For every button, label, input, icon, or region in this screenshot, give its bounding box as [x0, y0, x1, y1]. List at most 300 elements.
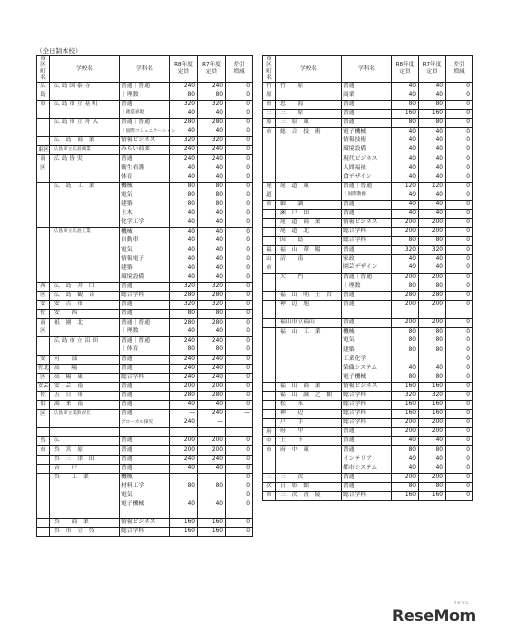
row-dept: 都市システム: [342, 464, 392, 473]
row-r7-capacity: 240: [198, 337, 226, 346]
row-r8-capacity: 80: [170, 482, 198, 491]
row-school: 三 次 青 陵: [276, 491, 342, 500]
row-r7-capacity: 200: [419, 300, 446, 309]
table-row: [37, 382, 253, 391]
row-diff: 0: [226, 146, 253, 155]
row-dept: 建築: [120, 200, 170, 209]
row-dept: 自動車: [120, 237, 170, 246]
row-r8-capacity: 80: [392, 237, 419, 246]
row-school: 広 島 市 立 舟 入: [50, 119, 120, 128]
row-area: [263, 419, 276, 428]
row-school: 広 島 市 立 基 町: [50, 100, 120, 109]
row-r7-capacity: 280: [419, 291, 446, 300]
row-dept: 普通｜普通: [120, 82, 170, 91]
row-school: 因 島: [276, 237, 342, 246]
row-r8-capacity: 320: [392, 391, 419, 400]
row-school: 呉 工 業: [50, 473, 120, 482]
row-dept: 総合学科: [342, 237, 392, 246]
row-dept: [120, 428, 170, 437]
row-dept: 普通: [120, 310, 170, 319]
row-dept: 普通｜普通: [342, 182, 392, 191]
row-diff: 0: [446, 219, 473, 228]
row-diff: 0: [446, 191, 473, 200]
table-row: [263, 473, 473, 482]
row-r7-capacity: [198, 510, 226, 519]
table-row: [263, 264, 473, 273]
row-area: [37, 200, 50, 209]
row-school: 福 山 誠 之 館: [276, 391, 342, 400]
row-r8-capacity: 80: [392, 282, 419, 291]
row-r7-capacity: 40: [419, 364, 446, 373]
row-r8-capacity: 280: [170, 391, 198, 400]
row-dept: ｜国際教養: [342, 191, 392, 200]
row-r8-capacity: 240: [170, 355, 198, 364]
row-area: 市: [263, 200, 276, 209]
row-diff: 0: [226, 255, 253, 264]
row-diff: 0: [226, 455, 253, 464]
table-row: [37, 391, 253, 400]
row-school: 広 島 国 泰 寺: [50, 82, 120, 91]
table-row: [263, 291, 473, 300]
row-r7-capacity: 320: [419, 246, 446, 255]
row-school: 三 原 東: [276, 119, 342, 128]
row-area: [37, 346, 50, 355]
table-row: [263, 419, 473, 428]
row-diff: 0: [446, 82, 473, 91]
row-r8-capacity: 200: [170, 446, 198, 455]
row-school: [50, 482, 120, 491]
row-area: [37, 246, 50, 255]
row-school: 広 島 井 口: [50, 282, 120, 291]
table-header-row: [263, 56, 473, 83]
table-row: [37, 264, 253, 273]
header-school: 学校名: [50, 56, 120, 83]
row-area: [263, 373, 276, 382]
row-r7-capacity: 160: [419, 400, 446, 409]
row-area: [37, 273, 50, 282]
row-dept: 環境設備: [342, 146, 392, 155]
row-diff: 0: [446, 391, 473, 400]
row-r7-capacity: 80: [419, 446, 446, 455]
table-row: [37, 246, 253, 255]
row-area: [263, 155, 276, 164]
row-diff: 0: [446, 382, 473, 391]
row-dept: 普通: [342, 82, 392, 91]
row-r7-capacity: 40: [198, 328, 226, 337]
row-school: 広島市立広島商業: [50, 146, 120, 155]
row-area: 区: [37, 373, 50, 382]
row-area: 市: [263, 264, 276, 273]
row-school: [50, 510, 120, 519]
row-r8-capacity: 200: [392, 273, 419, 282]
row-dept: 普通｜普通: [120, 119, 170, 128]
table-row: [37, 273, 253, 282]
row-area: 南: [37, 319, 50, 328]
row-dept: 普通: [120, 364, 170, 373]
row-area: 次: [263, 482, 276, 491]
table-row: [37, 119, 253, 128]
table-row: [263, 337, 473, 346]
row-diff: 0: [226, 219, 253, 228]
row-r7-capacity: 80: [198, 182, 226, 191]
row-dept: ｜理数: [120, 328, 170, 337]
row-diff: 0: [446, 282, 473, 291]
row-area: [37, 191, 50, 200]
row-r7-capacity: 80: [419, 328, 446, 337]
row-area: 南: [37, 155, 50, 164]
row-area: [37, 482, 50, 491]
row-r7-capacity: 240: [198, 373, 226, 382]
row-school: [50, 501, 120, 510]
row-dept: 総合学科: [120, 291, 170, 300]
row-dept: 総合学科: [342, 228, 392, 237]
row-r8-capacity: 40: [392, 200, 419, 209]
row-dept: グローカル探究: [120, 419, 170, 428]
row-area: [37, 473, 50, 482]
row-dept: 普通: [342, 300, 392, 309]
header-r7: R7年度 定員: [419, 56, 446, 83]
row-r7-capacity: [198, 428, 226, 437]
row-r7-capacity: 80: [419, 119, 446, 128]
table-row: [37, 410, 253, 419]
row-dept: 普通: [342, 200, 392, 209]
row-r8-capacity: 40: [392, 455, 419, 464]
table-row: [37, 428, 253, 437]
row-area: 区: [37, 291, 50, 300]
row-school: [276, 282, 342, 291]
row-dept: 普通: [120, 100, 170, 109]
row-school: 戸 手: [276, 419, 342, 428]
row-dept: 総合学科: [342, 391, 392, 400]
row-school: 高 陽: [50, 364, 120, 373]
row-r7-capacity: 80: [419, 346, 446, 355]
row-school: 広 島 市 立 沼 田: [50, 337, 120, 346]
row-diff: 0: [446, 328, 473, 337]
row-area: [37, 219, 50, 228]
row-dept: 普通: [342, 100, 392, 109]
row-r8-capacity: 40: [392, 146, 419, 155]
table-row: [37, 528, 253, 537]
row-school: [50, 419, 120, 428]
row-area: [263, 382, 276, 391]
row-r7-capacity: 80: [198, 482, 226, 491]
row-r8-capacity: 40: [392, 210, 419, 219]
row-dept: 普通: [120, 282, 170, 291]
table-caption: （全日制本校）: [36, 47, 82, 55]
row-diff: 0: [226, 501, 253, 510]
row-dept: 総合学科: [342, 410, 392, 419]
row-area: [263, 146, 276, 155]
row-dept: 電気: [120, 246, 170, 255]
row-r7-capacity: 40: [198, 164, 226, 173]
row-r8-capacity: 200: [392, 419, 419, 428]
row-area: [263, 400, 276, 409]
table-row: [37, 455, 253, 464]
row-r7-capacity: 160: [419, 410, 446, 419]
row-dept: 普通: [120, 446, 170, 455]
header-r8: R8年度 定員: [170, 56, 198, 83]
row-area: 市: [263, 100, 276, 109]
row-area: 佐北: [37, 364, 50, 373]
row-area: 市: [263, 446, 276, 455]
row-r8-capacity: 320: [170, 300, 198, 309]
row-area: [263, 137, 276, 146]
row-diff: 0: [446, 100, 473, 109]
row-area: 伯: [37, 400, 50, 409]
table-row: [263, 82, 473, 91]
row-diff: 0: [446, 337, 473, 346]
row-r8-capacity: 80: [392, 119, 419, 128]
row-school: 高 陽 東: [50, 373, 120, 382]
row-dept: 衛生看護: [120, 164, 170, 173]
row-r8-capacity: 40: [392, 255, 419, 264]
row-r8-capacity: 280: [170, 319, 198, 328]
row-r8-capacity: 80: [170, 91, 198, 100]
table-row: [37, 164, 253, 173]
row-dept: 普通: [342, 319, 392, 328]
row-diff: 0: [446, 155, 473, 164]
row-dept: 食デザイン: [342, 173, 392, 182]
row-school: [50, 246, 120, 255]
row-r8-capacity: 160: [392, 491, 419, 500]
row-r8-capacity: 40: [170, 164, 198, 173]
row-dept: 染織システム: [342, 364, 392, 373]
table-row: [37, 482, 253, 491]
row-r7-capacity: 40: [198, 273, 226, 282]
row-school: 広島市立美鈴が丘: [50, 410, 120, 419]
row-r7-capacity: 280: [198, 291, 226, 300]
header-school: 学校名: [276, 56, 342, 83]
row-r8-capacity: 200: [392, 228, 419, 237]
row-area: 中: [263, 437, 276, 446]
row-school: [276, 355, 342, 364]
row-r8-capacity: 40: [392, 128, 419, 137]
row-diff: [226, 428, 253, 437]
row-school: [50, 128, 120, 137]
row-dept: 現代ビジネス: [342, 155, 392, 164]
row-area: [37, 128, 50, 137]
row-r8-capacity: 40: [392, 155, 419, 164]
row-r7-capacity: —: [198, 419, 226, 428]
row-diff: 0: [226, 355, 253, 364]
table-row: [37, 91, 253, 100]
row-dept: 機械: [120, 182, 170, 191]
row-r8-capacity: 40: [392, 82, 419, 91]
row-r7-capacity: 40: [419, 210, 446, 219]
row-diff: 0: [446, 455, 473, 464]
table-row: [263, 191, 473, 200]
row-school: 大 門: [276, 273, 342, 282]
row-school: 広 島 商 業: [50, 137, 120, 146]
row-r7-capacity: [198, 491, 226, 500]
table-row: [263, 482, 473, 491]
row-r8-capacity: 240: [170, 337, 198, 346]
row-school: [50, 219, 120, 228]
row-dept: 総合学科: [342, 419, 392, 428]
table-row: [263, 91, 473, 100]
row-r7-capacity: 40: [198, 237, 226, 246]
row-school: 福 山 明 王 台: [276, 291, 342, 300]
row-r8-capacity: 80: [392, 346, 419, 355]
row-r8-capacity: 40: [392, 191, 419, 200]
row-diff: 0: [226, 373, 253, 382]
row-dept: 普通: [342, 109, 392, 118]
row-diff: 0: [226, 346, 253, 355]
table-row: [37, 437, 253, 446]
row-diff: 0: [446, 264, 473, 273]
row-diff: [446, 310, 473, 319]
row-r7-capacity: 80: [198, 191, 226, 200]
row-r8-capacity: 240: [170, 82, 198, 91]
row-school: [50, 328, 120, 337]
row-area: [37, 428, 50, 437]
row-diff: 0: [446, 446, 473, 455]
row-dept: 電気: [342, 337, 392, 346]
row-r7-capacity: 40: [419, 155, 446, 164]
row-diff: 0: [226, 519, 253, 528]
row-school: 五 日 市: [50, 391, 120, 400]
row-area: [37, 464, 50, 473]
row-diff: 0: [446, 373, 473, 382]
row-r8-capacity: 40: [170, 264, 198, 273]
row-r7-capacity: 80: [198, 91, 226, 100]
row-dept: 普通: [342, 437, 392, 446]
row-area: [263, 346, 276, 355]
row-r7-capacity: 320: [419, 391, 446, 400]
row-diff: 0: [226, 319, 253, 328]
row-school: 福山市立福山: [276, 319, 342, 328]
row-diff: 0: [446, 364, 473, 373]
row-dept: 環境設備: [120, 273, 170, 282]
row-diff: 0: [226, 364, 253, 373]
row-r8-capacity: 40: [170, 328, 198, 337]
row-r8-capacity: 240: [170, 146, 198, 155]
resemom-logo-ruby: リセマム: [453, 600, 469, 605]
row-school: 可 部: [50, 355, 120, 364]
row-dept: 普通: [120, 437, 170, 446]
row-school: [50, 491, 120, 500]
table-row: [263, 346, 473, 355]
row-dept: 普通: [120, 300, 170, 309]
row-r8-capacity: 200: [392, 319, 419, 328]
row-area: 市: [37, 446, 50, 455]
row-area: [37, 109, 50, 118]
row-diff: 0: [446, 128, 473, 137]
row-r8-capacity: 40: [170, 109, 198, 118]
row-diff: 0: [226, 173, 253, 182]
row-area: [37, 137, 50, 146]
row-dept: 総合学科: [120, 373, 170, 382]
row-school: [50, 210, 120, 219]
row-school: 広 島 観 音: [50, 291, 120, 300]
row-area: [263, 237, 276, 246]
row-r8-capacity: 40: [170, 228, 198, 237]
row-area: [263, 410, 276, 419]
row-r8-capacity: [170, 473, 198, 482]
table-row: [263, 382, 473, 391]
row-school: [50, 191, 120, 200]
row-dept: 人間福祉: [342, 164, 392, 173]
row-school: [276, 191, 342, 200]
table-row: [37, 464, 253, 473]
row-area: 区: [37, 410, 50, 419]
row-diff: 0: [226, 228, 253, 237]
row-r7-capacity: 200: [198, 437, 226, 446]
row-r7-capacity: 160: [198, 528, 226, 537]
row-diff: 0: [226, 491, 253, 500]
row-r8-capacity: 240: [170, 373, 198, 382]
row-area: 安: [37, 355, 50, 364]
row-area: [263, 228, 276, 237]
row-school: [276, 155, 342, 164]
row-school: [276, 164, 342, 173]
header-dept: 学科名: [120, 56, 170, 83]
row-r8-capacity: 200: [170, 437, 198, 446]
row-r7-capacity: 160: [419, 491, 446, 500]
row-r7-capacity: 40: [419, 437, 446, 446]
row-school: 御 調: [276, 200, 342, 209]
row-area: [37, 501, 50, 510]
row-diff: 0: [226, 200, 253, 209]
row-dept: 情報ビジネス: [120, 519, 170, 528]
row-diff: 0: [446, 491, 473, 500]
row-r7-capacity: 40: [419, 91, 446, 100]
row-dept: 総合学科: [342, 491, 392, 500]
row-diff: 0: [226, 246, 253, 255]
row-school: 呉 宮 原: [50, 446, 120, 455]
table-row: [37, 337, 253, 346]
row-diff: 0: [226, 109, 253, 118]
row-school: 呉 商 業: [50, 519, 120, 528]
row-diff: 0: [226, 237, 253, 246]
row-area: [263, 319, 276, 328]
row-dept: 普通｜普通: [120, 319, 170, 328]
row-school: 忠 海: [276, 100, 342, 109]
row-diff: 0: [226, 82, 253, 91]
row-diff: 0: [446, 355, 473, 364]
row-diff: 0: [446, 173, 473, 182]
row-area: [37, 337, 50, 346]
table-row: [37, 519, 253, 528]
row-r7-capacity: 80: [419, 337, 446, 346]
row-r7-capacity: 320: [198, 282, 226, 291]
row-r8-capacity: 80: [392, 446, 419, 455]
row-r7-capacity: 40: [419, 82, 446, 91]
table-row: [263, 237, 473, 246]
row-school: 府 中 東: [276, 446, 342, 455]
table-row: [263, 200, 473, 209]
table-row: [263, 219, 473, 228]
row-area: [37, 182, 50, 191]
row-r7-capacity: 240: [198, 410, 226, 419]
row-r7-capacity: 40: [419, 146, 446, 155]
row-r7-capacity: 200: [419, 473, 446, 482]
row-r8-capacity: 160: [170, 528, 198, 537]
row-school: [276, 364, 342, 373]
row-school: [50, 164, 120, 173]
row-diff: 0: [446, 346, 473, 355]
row-r8-capacity: 40: [392, 164, 419, 173]
table-row: [37, 228, 253, 237]
table-row: [263, 373, 473, 382]
row-r7-capacity: 280: [198, 391, 226, 400]
row-diff: 0: [226, 300, 253, 309]
row-r7-capacity: [198, 473, 226, 482]
row-r7-capacity: 160: [419, 382, 446, 391]
row-r8-capacity: [170, 510, 198, 519]
table-row: [263, 355, 473, 364]
row-r7-capacity: 40: [419, 137, 446, 146]
